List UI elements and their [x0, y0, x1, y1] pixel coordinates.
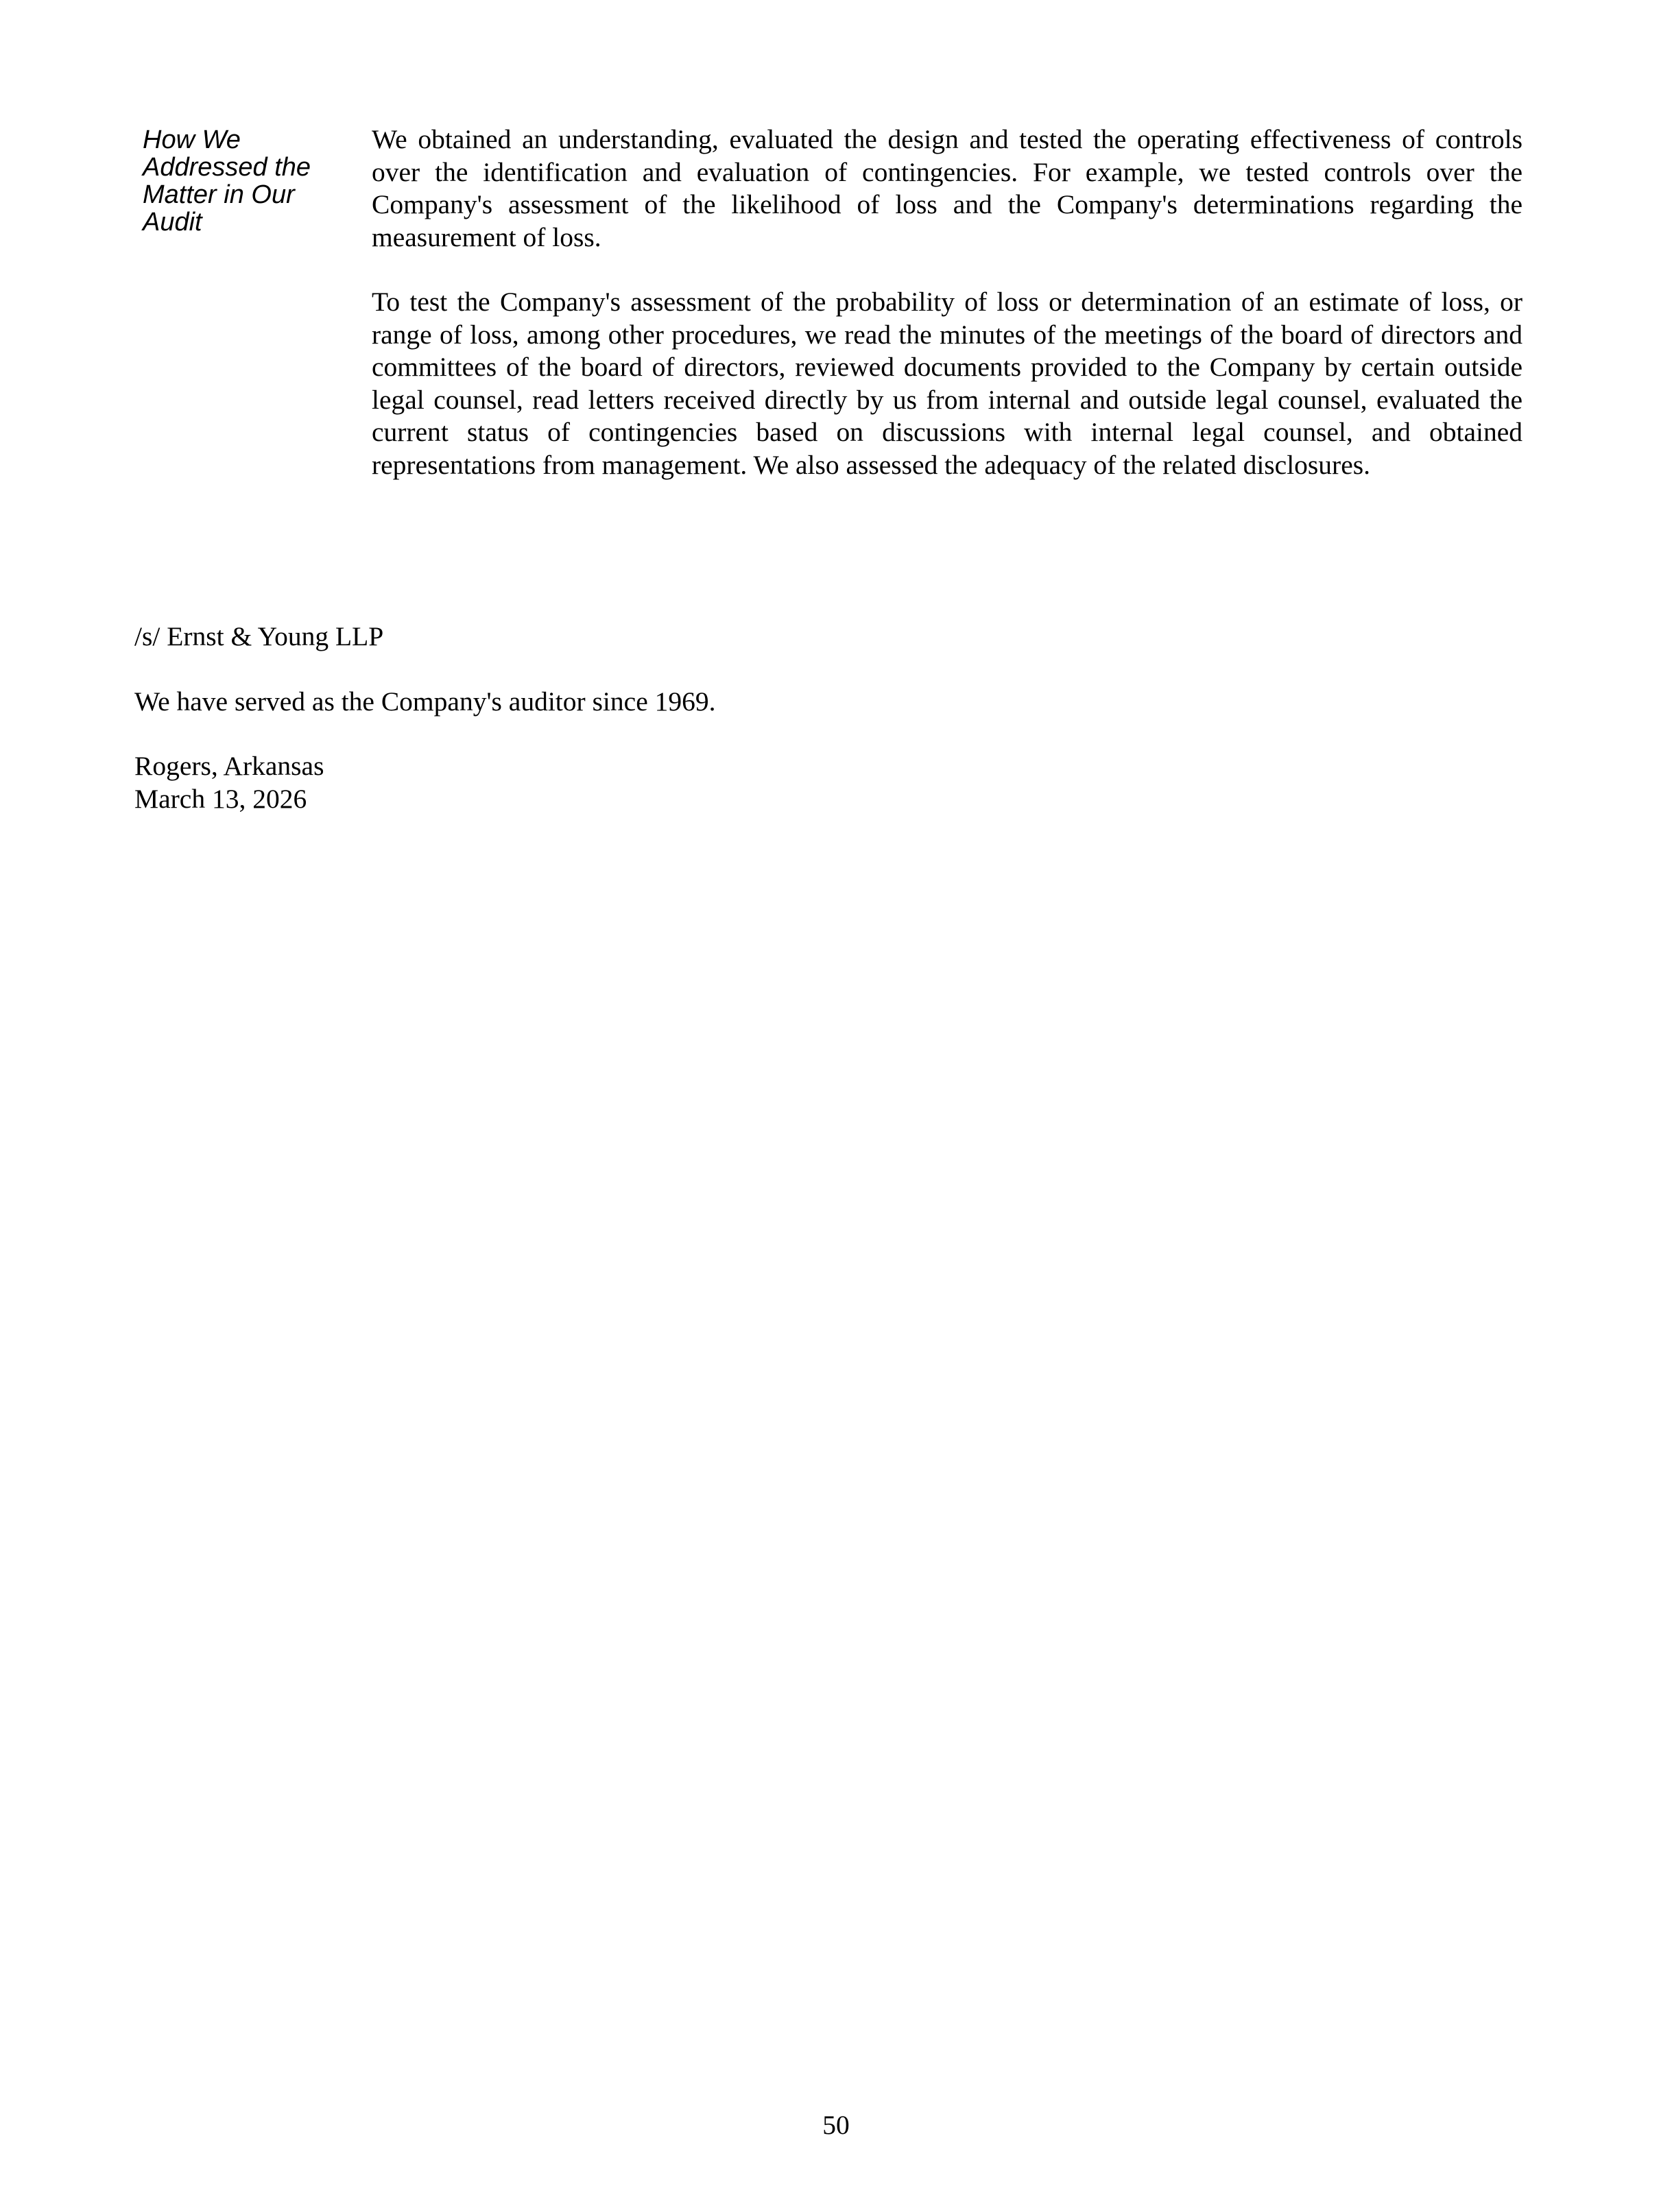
paragraph-controls-testing: We obtained an understanding, evaluated the design and tested the operating effectiveness of controls over the identification and evaluation of contingencies. For example, we tested controls over the Company's assessment of the likelihood of loss and the Company's determinations regarding the measurement of loss. [372, 124, 1522, 252]
auditor-signature-block [134, 621, 715, 847]
section-label: How We Addressed the Matter in Our Audit [143, 125, 311, 237]
signature-date: March 13, 2026 [134, 783, 307, 814]
section-body [372, 123, 1522, 514]
auditor-tenure: We have served as the Company's auditor since 1969. [134, 686, 716, 717]
paragraph-procedures: To test the Company's assessment of the probability of loss or determination of an estimate of loss, or range of loss, among other procedures, we read the minutes of the meetings of the board of directors and committees of the board of directors, reviewed documents provided to the Company by certain outside legal counsel, read letters received directly by us from internal and outside legal counsel, evaluated the current status of contingencies based on discussions with internal legal counsel, and obtained representations from management. We also assessed the adequacy of the related disclosures. [372, 287, 1522, 480]
page-number: 50 [822, 2110, 850, 2140]
signature-line: /s/ Ernst & Young LLP [134, 621, 384, 651]
signature-location: Rogers, Arkansas [134, 751, 324, 781]
location-date [134, 750, 715, 815]
